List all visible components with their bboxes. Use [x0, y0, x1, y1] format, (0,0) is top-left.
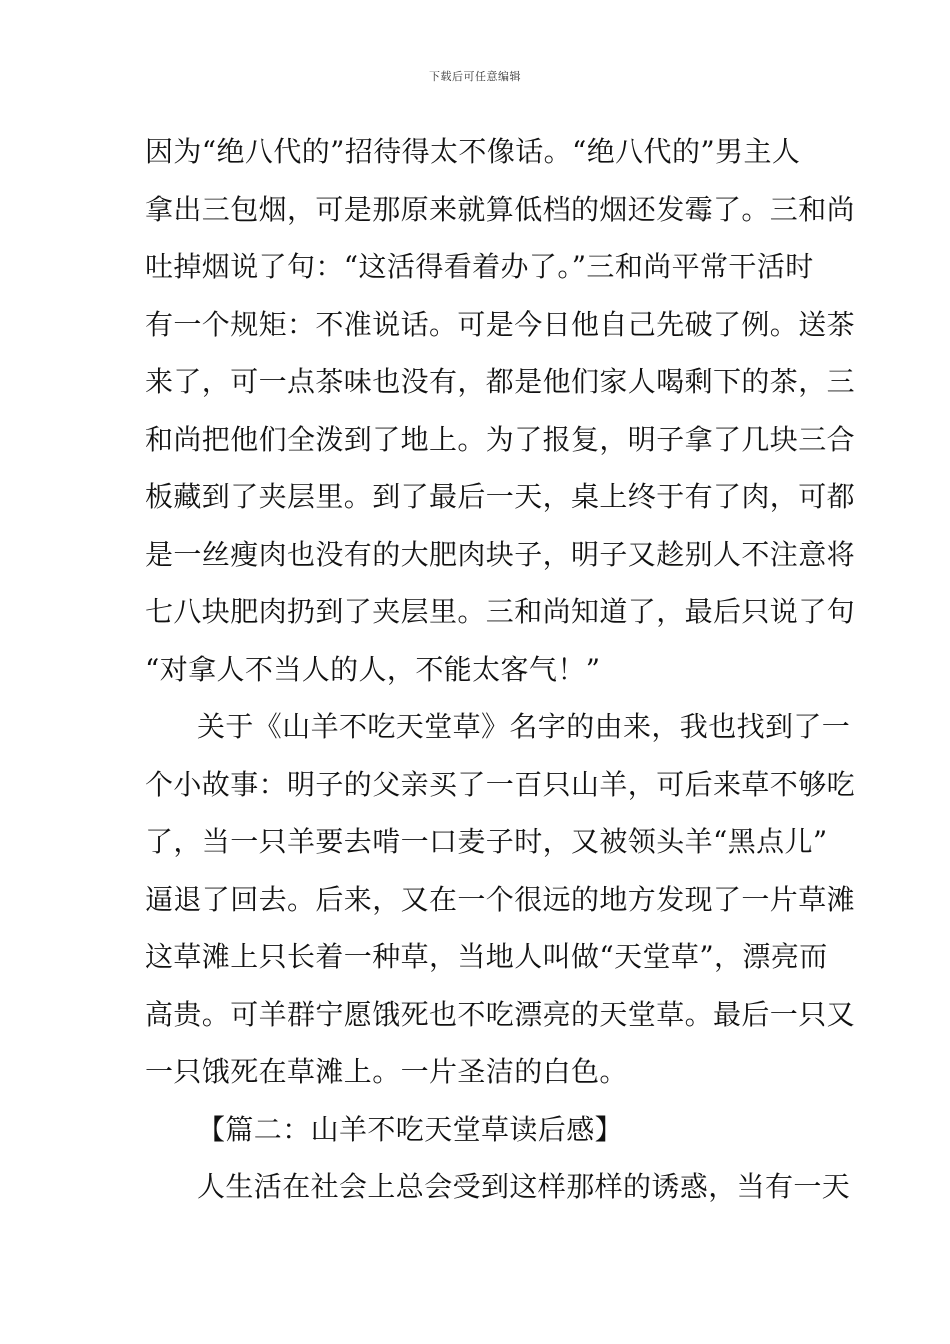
- text-line: 七八块肥肉扔到了夹层里。三和尚知道了，最后只说了句: [145, 595, 856, 628]
- text-line: 因为“绝八代的”招待得太不像话。“绝八代的”男主人: [145, 135, 801, 168]
- text-line: 这草滩上只长着一种草，当地人叫做“天堂草”，漂亮而: [145, 940, 828, 973]
- section-heading: 【篇二：山羊不吃天堂草读后感】: [197, 1112, 624, 1146]
- text-line: 高贵。可羊群宁愿饿死也不吃漂亮的天堂草。最后一只又: [145, 997, 856, 1031]
- text-line: 板藏到了夹层里。到了最后一天，桌上终于有了肉，可都: [145, 480, 856, 513]
- text-line: 和尚把他们全泼到了地上。为了报复，明子拿了几块三合: [145, 422, 856, 456]
- text-line: 一只饿死在草滩上。一片圣洁的白色。: [145, 1055, 628, 1088]
- text-line: 个小故事：明子的父亲买了一百只山羊，可后来草不够吃: [145, 767, 856, 801]
- paragraph-start-line: 关于《山羊不吃天堂草》名字的由来，我也找到了一: [197, 710, 851, 743]
- text-line: “对拿人不当人的人，不能太客气！”: [145, 652, 601, 686]
- text-line: 来了，可一点茶味也没有，都是他们家人喝剩下的茶，三: [145, 365, 856, 398]
- text-line: 有一个规矩：不准说话。可是今日他自己先破了例。送茶: [145, 307, 856, 341]
- header-note: 下载后可任意编辑: [429, 70, 521, 83]
- paragraph-start-line: 人生活在社会上总会受到这样那样的诱惑，当有一天: [197, 1170, 851, 1203]
- text-line: 了，当一只羊要去啃一口麦子时，又被领头羊“黑点儿”: [145, 825, 828, 858]
- text-line: 吐掉烟说了句：“这活得看着办了。”三和尚平常干活时: [145, 250, 814, 283]
- text-line: 是一丝瘦肉也没有的大肥肉块子，明子又趁别人不注意将: [145, 537, 856, 571]
- text-line: 逼退了回去。后来，又在一个很远的地方发现了一片草滩: [145, 882, 856, 916]
- text-line: 拿出三包烟，可是那原来就算低档的烟还发霉了。三和尚: [145, 192, 856, 226]
- document-body: [145, 123, 856, 1216]
